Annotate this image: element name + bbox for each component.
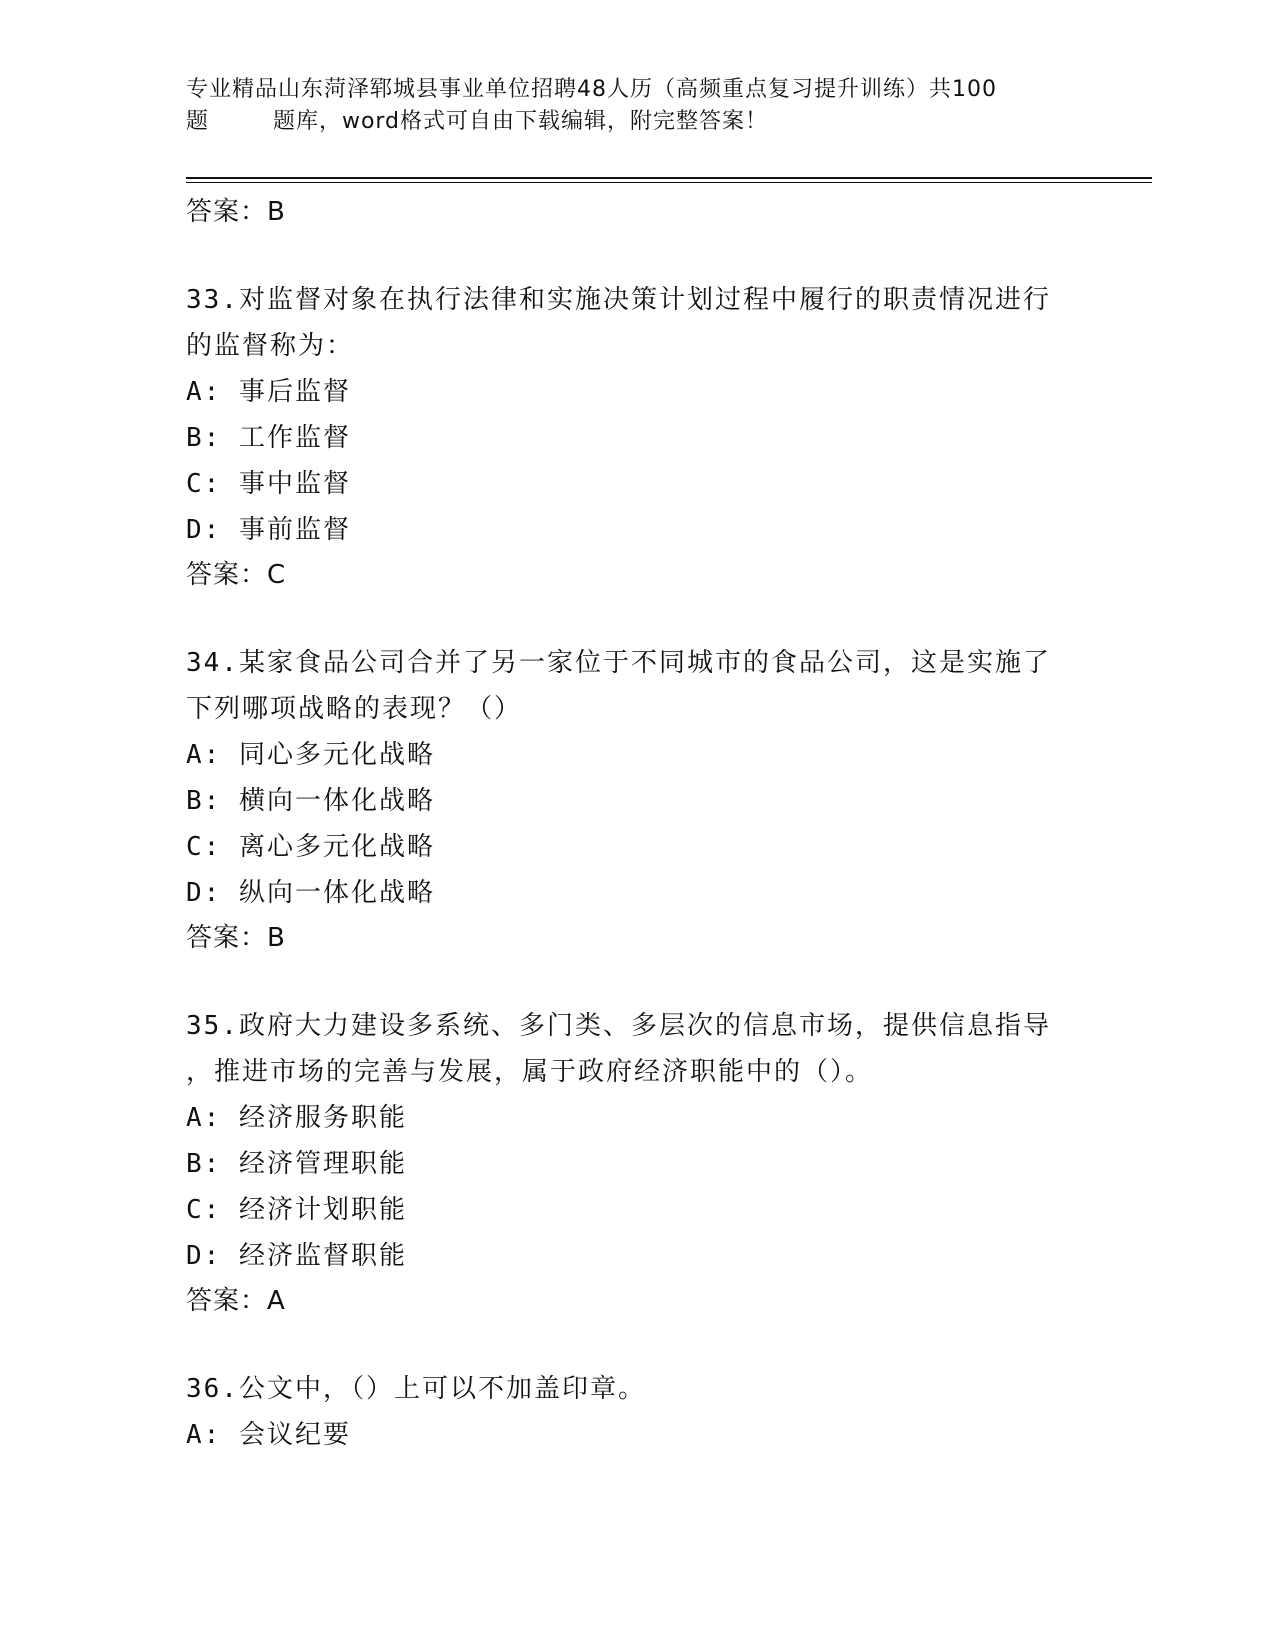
question-text-line: 35.政府大力建设多系统、多门类、多层次的信息市场，提供信息指导 — [186, 1011, 1051, 1041]
option-d: D: 事前监督 — [186, 515, 351, 545]
question-text-line: 的监督称为： — [186, 331, 355, 361]
option-c: C: 离心多元化战略 — [186, 832, 435, 862]
document-content — [186, 190, 1086, 1458]
answer-line: 答案：B — [186, 197, 286, 227]
question-34 — [186, 640, 1086, 960]
question-33 — [186, 277, 1086, 597]
question-text-line: 34.某家食品公司合并了另一家位于不同城市的食品公司，这是实施了 — [186, 648, 1051, 678]
question-text-line: 33.对监督对象在执行法律和实施决策计划过程中履行的职责情况进行 — [186, 285, 1051, 315]
answer-line: 答案：B — [186, 923, 286, 953]
option-a: A: 经济服务职能 — [186, 1103, 407, 1133]
option-a: A: 会议纪要 — [186, 1420, 351, 1450]
question-36 — [186, 1366, 1086, 1458]
answer-line: 答案：C — [186, 560, 287, 590]
header-rule-thick — [186, 177, 1152, 179]
question-text-line: 下列哪项战略的表现？（） — [186, 694, 523, 724]
option-a: A: 同心多元化战略 — [186, 740, 435, 770]
option-b: B: 工作监督 — [186, 423, 351, 453]
option-b: B: 经济管理职能 — [186, 1149, 407, 1179]
answer-line: 答案：A — [186, 1286, 286, 1316]
option-c: C: 事中监督 — [186, 469, 351, 499]
header-line-2: 题 题库，word格式可自由下载编辑，附完整答案！ — [186, 109, 769, 134]
header-rule-thin — [186, 182, 1152, 183]
question-text-line: 36.公文中，（）上可以不加盖印章。 — [186, 1374, 646, 1404]
page-header — [186, 74, 1086, 138]
option-c: C: 经济计划职能 — [186, 1195, 407, 1225]
option-a: A: 事后监督 — [186, 377, 351, 407]
header-line-1: 专业精品山东菏泽郓城县事业单位招聘48人历（高频重点复习提升训练）共100 — [186, 77, 997, 102]
question-text-line: ，推进市场的完善与发展，属于政府经济职能中的（）。 — [186, 1057, 874, 1087]
option-d: D: 经济监督职能 — [186, 1241, 407, 1271]
option-b: B: 横向一体化战略 — [186, 786, 435, 816]
question-35 — [186, 1003, 1086, 1323]
option-d: D: 纵向一体化战略 — [186, 878, 435, 908]
